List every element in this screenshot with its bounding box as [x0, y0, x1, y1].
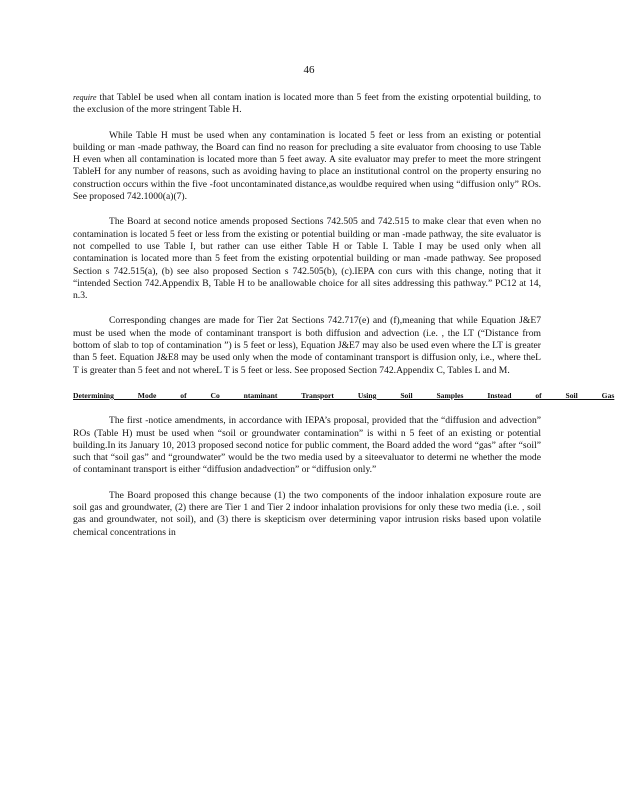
body-text — [73, 92, 615, 552]
paragraph-1 — [73, 92, 541, 117]
paragraph-2: While Table H must be used when any contamination is located 5 feet or less from an existing or potential building or man -made pathway, the Board can find no reason for precluding a site evaluator from choosing to use Table H even when all contamination is located more than 5 feet away. A site evaluator may prefer to meet the more stringent TableH for any number of reasons, such as avoiding having to place an institutional control on the property ensuring no construction occurs within the five -foot uncontaminated distance,as wouldbe required when using “diffusion only” ROs. See proposed 742.1000(a)(7). — [73, 129, 541, 203]
paragraph-3: The Board at second notice amends proposed Sections 742.505 and 742.515 to make clear that even when no contamination is located 5 feet or less from the existing or potential building or man -made pathway, the site evaluator is not compelled to use Table I, but rather can use either Table H or Table I. Table I may be used only when all contamination is located more than 5 feet from the existing orpotential building or man -made pathway. See proposed Section s 742.515(a), (b) see also proposed Section s 742.505(b), (c).IEPA con curs with this change, noting that it “intended Section 742.Appendix B, Table H to be anallowable choice for all sites addressing this pathway.” PC12 at 14, n.3. — [73, 216, 541, 302]
paragraph-text: that TableI be used when all contam ination is located more than 5 feet from the existing orpotential building, to the exclusion of the more stringent Table H. — [73, 92, 541, 116]
paragraph-5: The first -notice amendments, in accordance with IEPA’s proposal, provided that the “diffusion and advection” ROs (Table H) must be used when “soil or groundwater contamination” is withi n 5 feet of an existing or potential building.In its January 10, 2013 proposed second notice for public comment, the Board added the word “gas” after “soil” such that “soil gas” and “groundwater” would be the two media used by a siteevaluator to determi ne whether the mode of contaminant transport is either “diffusion andadvection” or “diffusion only.” — [73, 415, 541, 476]
italic-lead: require — [73, 93, 97, 102]
section-heading: Determining Mode of Co ntaminant Transport Using Soil Samples Instead of Soil Gas — [73, 390, 615, 400]
paragraph-6: The Board proposed this change because (1) the two components of the indoor inhalation exposure route are soil gas and groundwater, (2) there are Tier 1 and Tier 2 indoor inhalation provisions for only these two media (i.e. , soil gas and groundwater, not soil), and (3) there is skepticism over determining vapor intrusion risks based upon volatile chemical concentrations in — [73, 489, 541, 538]
paragraph-4: Corresponding changes are made for Tier 2at Sections 742.717(e) and (f),meaning that while Equation J&E7 must be used when the mode of contaminant transport is both diffusion and advection (i.e. , the LT (“Distance from bottom of slab to top of contamination ”) is 5 feet or less), Equation J&E7 may also be used even where the LT is greater than 5 feet. Equation J&E8 may be used only when the mode of contaminant transport is diffusion only, i.e., where theL T is greater than 5 feet and not whereL T is 5 feet or less. See proposed Section 742.Appendix C, Tables L and M. — [73, 315, 541, 376]
page-number: 46 — [303, 64, 315, 76]
